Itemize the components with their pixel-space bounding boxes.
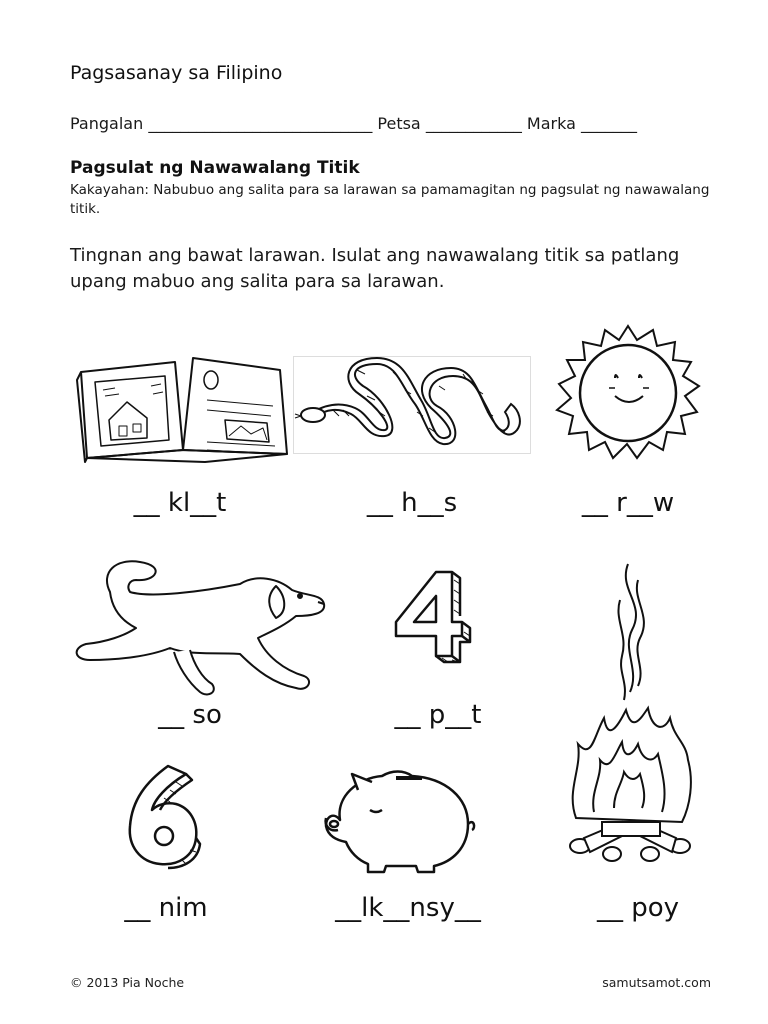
instructions: Tingnan ang bawat larawan. Isulat ang nawawalang titik sa patlang upang mabuo ang salita para sa larawan. xyxy=(70,245,680,292)
website-link[interactable]: samutsamot.com xyxy=(602,975,711,990)
item-9-word: __ poy xyxy=(596,893,680,923)
number-four-icon xyxy=(390,566,476,666)
piggy-bank-icon xyxy=(322,766,477,874)
sun-icon xyxy=(553,318,703,468)
item-7-word: __ nim xyxy=(124,893,208,923)
item-1-word: __ kl__t xyxy=(133,488,227,518)
item-5-word: __ p__t xyxy=(394,700,482,730)
skill-description: Kakayahan: Nabubuo ang salita para sa larawan sa pamamagitan ng pagsulat ng nawawalang titik. xyxy=(70,182,710,217)
item-8-word: __lk__nsy__ xyxy=(335,893,481,923)
book-icon xyxy=(75,350,290,465)
worksheet-title: Pagsasanay sa Filipino xyxy=(70,62,283,84)
snake-icon xyxy=(293,356,531,454)
item-4-word: __ so xyxy=(158,700,222,730)
item-3-word: __ r__w xyxy=(581,488,675,518)
number-six-icon xyxy=(124,762,204,868)
dog-icon xyxy=(70,552,330,702)
copyright-text: © 2013 Pia Noche xyxy=(70,975,185,990)
name-date-score-line: Pangalan ____________________________ Petsa ____________ Marka _______ xyxy=(70,114,637,133)
section-subtitle: Pagsulat ng Nawawalang Titik xyxy=(70,158,360,178)
fire-icon xyxy=(562,560,702,870)
item-2-word: __ h__s xyxy=(366,488,458,518)
